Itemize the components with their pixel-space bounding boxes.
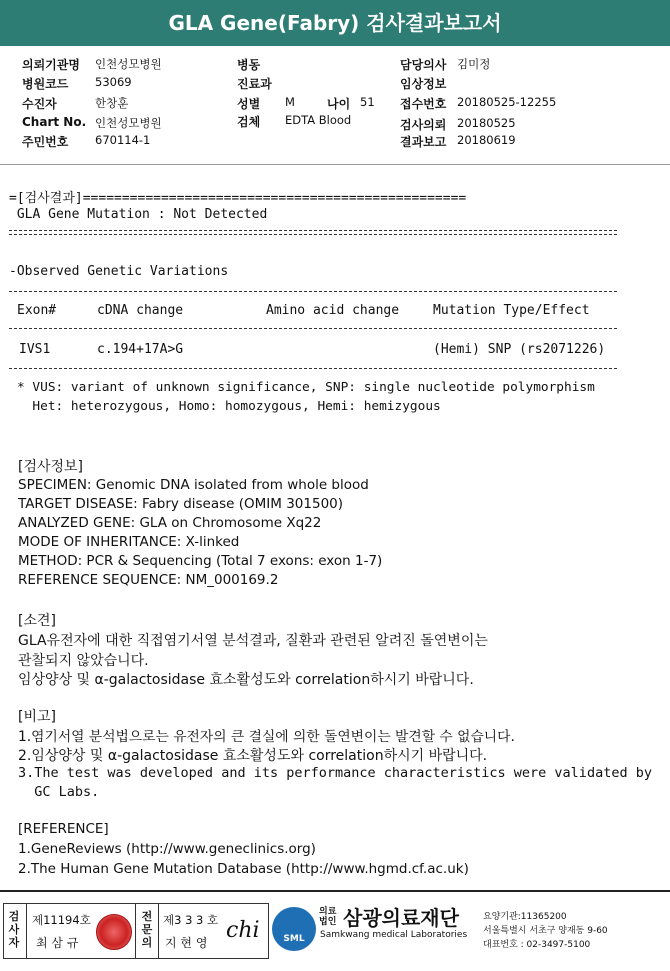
test-info-inheritance: MODE OF INHERITANCE: X-linked: [18, 534, 240, 550]
label-hospital-code: 병원코드: [22, 77, 69, 91]
test-info-gene: ANALYZED GENE: GLA on Chromosome Xq22: [18, 515, 322, 531]
test-info-specimen: SPECIMEN: Genomic DNA isolated from whole blood: [18, 477, 369, 493]
result-heading: =[검사결과]: [9, 191, 83, 206]
sig-divider-3: [158, 904, 159, 958]
label-age: 나이: [327, 97, 351, 111]
label-department: 진료과: [237, 77, 272, 91]
cell-exon: IVS1: [19, 342, 51, 357]
org-phone: 대표번호 : 02-3497-5100: [483, 940, 591, 950]
table-bottom-separator: [9, 368, 617, 369]
table-header-separator: [9, 328, 617, 329]
specialist-name: 지 현 영: [165, 936, 208, 950]
label-report-date: 결과보고: [400, 135, 447, 149]
reference-heading: [REFERENCE]: [18, 821, 109, 837]
cell-cdna: c.194+17A>G: [97, 342, 184, 357]
label-ward: 병동: [237, 58, 261, 72]
specialist-label: 전문의: [141, 910, 153, 949]
value-resident-no: 670114-1: [95, 133, 151, 147]
col-cdna: cDNA change: [97, 303, 184, 318]
sig-divider-1: [26, 904, 27, 958]
col-amino: Amino acid change: [266, 303, 400, 318]
remarks-line-4: GC Labs.: [18, 784, 100, 800]
value-chart-no: 인천성모병원: [95, 116, 162, 130]
org-address: 서울특별시 서초구 양재동 9-60: [483, 926, 608, 936]
value-age: 51: [360, 95, 375, 109]
opinion-line-3: 임상양상 및 α-galactosidase 효소활성도와 correlation하시기 바랍니다.: [18, 672, 474, 688]
reference-line-1: 1.GeneReviews (http://www.geneclinics.org): [18, 841, 316, 857]
result-heading-line: =[검사결과]=================================================: [9, 191, 467, 206]
footer-divider: [0, 890, 670, 892]
logo-text: SML: [283, 934, 305, 944]
label-clinical-info: 임상정보: [400, 77, 447, 91]
label-requesting-institution: 의뢰기관명: [22, 58, 80, 72]
org-english-name: Samkwang medical Laboratories: [320, 930, 468, 940]
value-specimen: EDTA Blood: [285, 113, 352, 127]
remarks-line-2: 2.임상양상 및 α-galactosidase 효소활성도와 correlation하시기 바랍니다.: [18, 748, 488, 764]
cell-effect: (Hemi) SNP (rs2071226): [433, 342, 606, 357]
test-info-method: METHOD: PCR & Sequencing (Total 7 exons: exon 1-7): [18, 553, 383, 569]
tester-name: 최 삼 규: [36, 936, 79, 950]
tester-label: 검사자: [8, 910, 20, 949]
remarks-heading: [비고]: [18, 709, 56, 725]
abbrev-note-2: Het: heterozygous, Homo: homozygous, Hemi: hemizygous: [17, 399, 441, 414]
sml-logo-icon: [272, 907, 316, 951]
sig-divider-2: [135, 904, 136, 958]
col-effect: Mutation Type/Effect: [433, 303, 590, 318]
test-info-heading: [검사정보]: [18, 459, 84, 475]
result-summary: GLA Gene Mutation : Not Detected: [9, 207, 268, 222]
value-physician: 김미정: [457, 57, 491, 71]
label-resident-no: 주민번호: [22, 135, 69, 149]
agency-no: 요양기관:11365200: [483, 912, 567, 922]
test-info-disease: TARGET DISEASE: Fabry disease (OMIM 301500): [18, 496, 344, 512]
value-request-date: 20180525: [457, 116, 516, 130]
label-receipt-no: 접수번호: [400, 97, 447, 111]
opinion-heading: [소견]: [18, 613, 56, 629]
official-seal-icon: [96, 914, 132, 950]
observed-title: -Observed Genetic Variations: [9, 264, 229, 279]
col-exon: Exon#: [17, 303, 57, 318]
org-prefix: 의료법인: [319, 907, 337, 927]
value-hospital-code: 53069: [95, 75, 132, 89]
reference-line-2: 2.The Human Gene Mutation Database (http://www.hgmd.cf.ac.uk): [18, 861, 469, 877]
value-sex: M: [285, 95, 295, 109]
opinion-line-2: 관찰되지 않았습니다.: [18, 653, 149, 669]
remarks-line-1: 1.염기서열 분석법으로는 유전자의 큰 결실에 의한 돌연변이는 발견할 수 없습니다.: [18, 729, 515, 745]
org-name: 삼광의료재단: [343, 906, 459, 930]
value-report-date: 20180619: [457, 133, 516, 147]
opinion-line-1: GLA유전자에 대한 직접염기서열 분석결과, 질환과 관련된 알려진 돌연변이는: [18, 633, 488, 649]
label-sex: 성별: [237, 97, 261, 111]
label-specimen: 검체: [237, 115, 261, 129]
value-receipt-no: 20180525-12255: [457, 95, 557, 109]
label-request-date: 검사의뢰: [400, 118, 447, 132]
signature-icon: chi: [226, 918, 260, 943]
value-patient: 한창훈: [95, 96, 129, 110]
label-physician: 담당의사: [400, 58, 447, 72]
signature-box: [3, 903, 269, 959]
remarks-line-3: 3.The test was developed and its performance characteristics were validated by: [18, 765, 652, 781]
patient-info-panel: [0, 50, 670, 165]
tester-license-no: 제11194호: [32, 913, 91, 927]
label-patient: 수진자: [22, 97, 57, 111]
double-separator: [9, 230, 617, 235]
specialist-license-no: 제3 3 3 호: [163, 913, 219, 927]
value-requesting-institution: 인천성모병원: [95, 57, 162, 71]
table-top-separator: [9, 291, 617, 292]
label-chart-no: Chart No.: [22, 115, 87, 129]
abbrev-note-1: * VUS: variant of unknown significance, SNP: single nucleotide polymorphism: [17, 380, 595, 395]
report-title: GLA Gene(Fabry) 검사결과보고서: [0, 0, 670, 46]
test-info-reference-seq: REFERENCE SEQUENCE: NM_000169.2: [18, 572, 279, 588]
